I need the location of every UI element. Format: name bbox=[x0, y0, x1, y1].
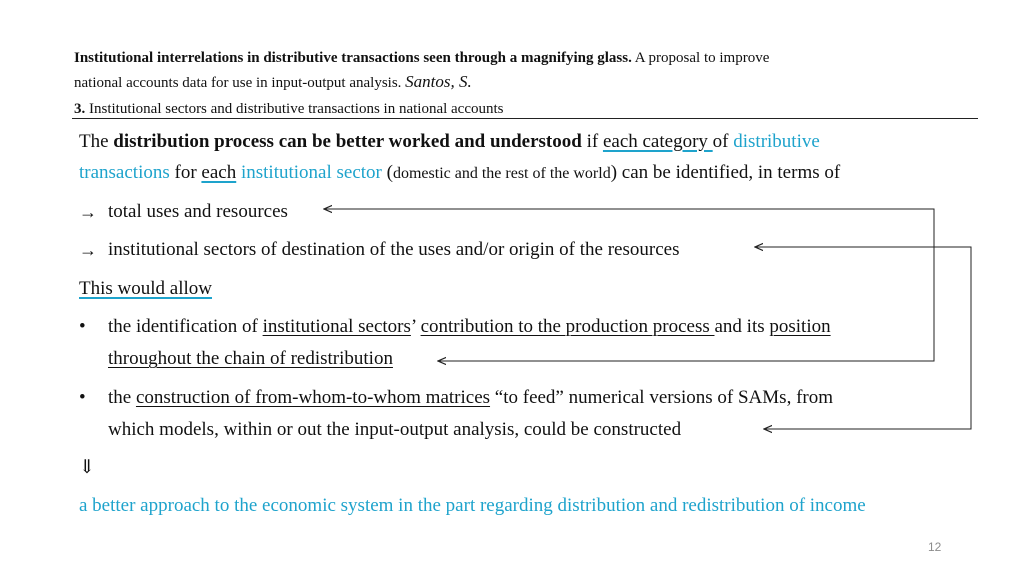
chain-of-redistribution-underlined: throughout the chain of redistribution bbox=[108, 348, 393, 369]
intro-text: ) can be identified, in terms of bbox=[610, 162, 841, 183]
section-title: Institutional sectors and distributive transactions in national accounts bbox=[89, 101, 504, 117]
intro-text: ( bbox=[381, 162, 393, 183]
institutional-sectors-underlined: institutional sectors bbox=[262, 316, 411, 337]
connector-arrow-sectors bbox=[755, 247, 971, 429]
intro-text: The bbox=[79, 131, 114, 152]
section-number: 3. bbox=[74, 101, 86, 117]
header-title-bold: Institutional interrelations in distributive transactions seen through a magnifying glass. bbox=[74, 50, 632, 66]
arrow-item-text: institutional sectors of destination of the uses and/or origin of the resources bbox=[108, 239, 680, 260]
page-number: 12 bbox=[928, 540, 942, 554]
transactions-term: transactions bbox=[79, 162, 170, 183]
matrices-underlined: construction of from-whom-to-whom matrices bbox=[135, 387, 491, 408]
right-arrow-icon: → bbox=[79, 202, 97, 222]
bullet-text: “to feed” numerical versions of SAMs, from bbox=[490, 387, 833, 408]
bullet-text: ’ bbox=[410, 316, 421, 337]
each-word: each bbox=[201, 162, 237, 183]
header-author: Santos, S. bbox=[405, 72, 472, 91]
intro-parenthetical: domestic and the rest of the world bbox=[392, 165, 611, 182]
conclusion-text: a better approach to the economic system in the part regarding distribution and redistribution of income bbox=[79, 495, 866, 516]
bullet-text: the identification of bbox=[108, 316, 263, 337]
distributive-term: distributive bbox=[733, 131, 820, 152]
intro-text: for bbox=[169, 162, 202, 183]
intro-text: of bbox=[712, 131, 734, 152]
position-underlined: position bbox=[769, 316, 831, 337]
header-line2: national accounts data for use in input-output analysis. bbox=[74, 75, 402, 91]
contribution-underlined: contribution to the production process bbox=[420, 316, 715, 337]
intro-text: if bbox=[581, 131, 603, 152]
institutional-sector-term: institutional sector bbox=[236, 162, 382, 183]
header-title-rest: A proposal to improve bbox=[634, 50, 770, 66]
connector-arrow-total-uses bbox=[324, 209, 934, 361]
bullet-icon: • bbox=[79, 387, 86, 408]
intro-bold: distribution process can be better worked and understood bbox=[113, 131, 582, 152]
each-category-phrase: each category bbox=[602, 131, 713, 152]
arrow-item-text: total uses and resources bbox=[108, 201, 288, 222]
bullet-text: which models, within or out the input-output analysis, could be constructed bbox=[108, 419, 682, 440]
implies-down-arrow-icon: ⇓ bbox=[79, 457, 95, 478]
bullet-text: the bbox=[108, 387, 136, 408]
allow-text: This would allow bbox=[79, 278, 212, 299]
bullet-icon: • bbox=[79, 316, 86, 337]
bullet-text: and its bbox=[714, 316, 770, 337]
right-arrow-icon: → bbox=[79, 240, 97, 260]
